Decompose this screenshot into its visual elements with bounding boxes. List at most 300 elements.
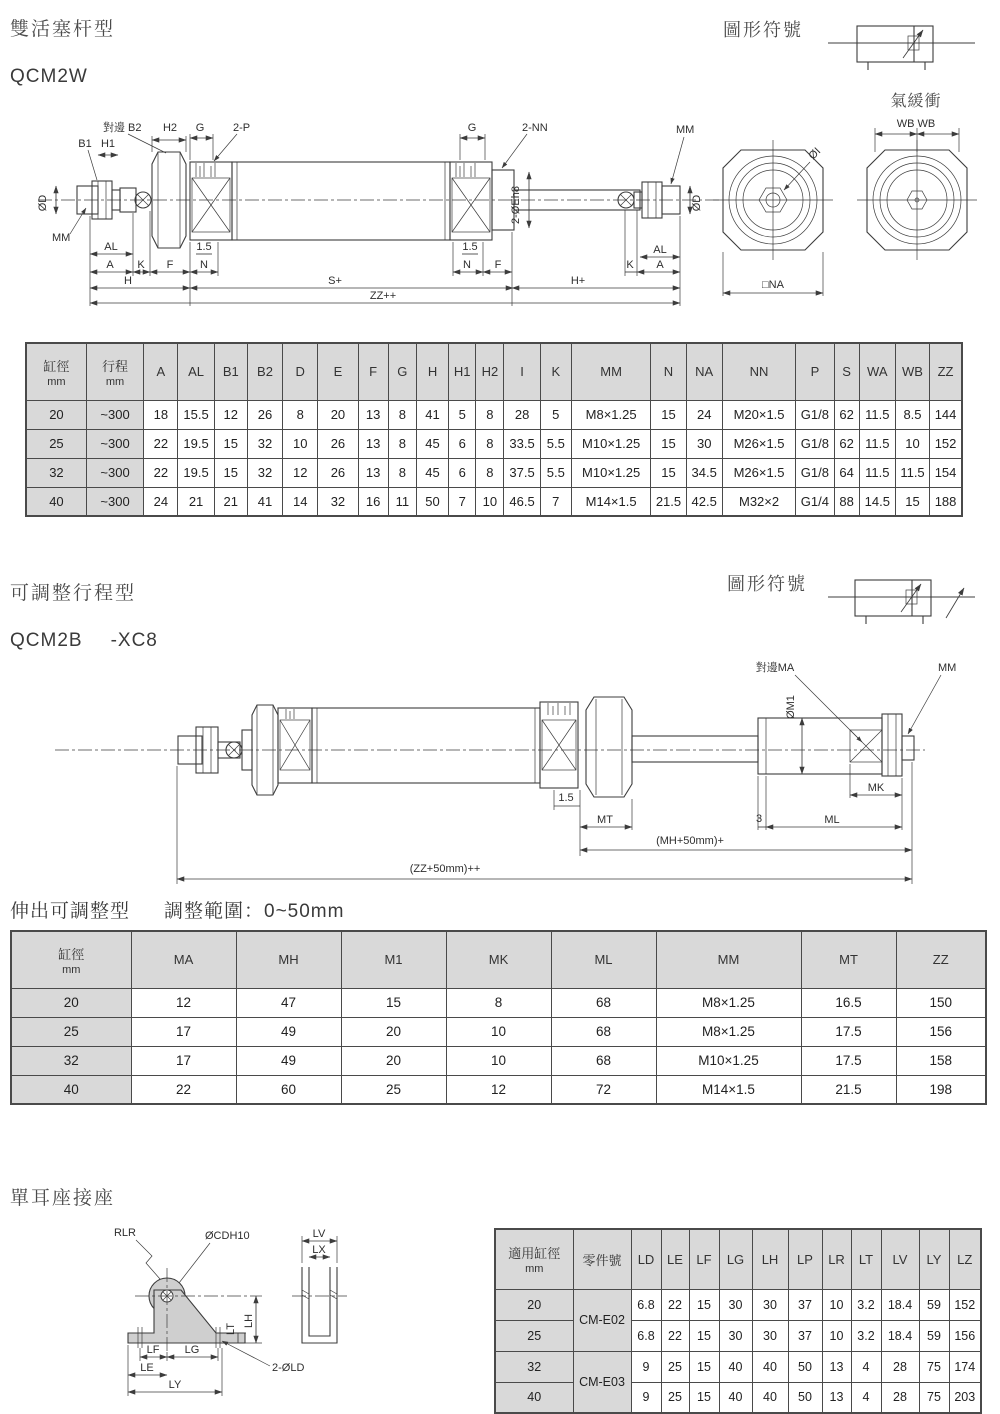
- table-cell: 12: [283, 458, 318, 487]
- qcm2b-dimensions: [177, 660, 956, 884]
- dim-label-mm2: MM: [938, 662, 957, 674]
- table-cell: 24: [144, 487, 178, 516]
- table-cell: 11.5: [859, 400, 895, 429]
- table-cell: 68: [551, 1017, 656, 1046]
- table-cell: 33.5: [504, 429, 540, 458]
- column-header: ZZ: [896, 931, 986, 988]
- section2-title: 可調整行程型: [10, 583, 137, 604]
- table-cell: 40: [719, 1382, 752, 1413]
- table-cell: M26×1.5: [722, 458, 795, 487]
- table-cell: 8: [446, 988, 551, 1017]
- table-cell: 50: [416, 487, 448, 516]
- table-cell: M8×1.25: [656, 988, 801, 1017]
- table-cell: 10: [822, 1289, 851, 1320]
- table-cell: 40: [719, 1351, 752, 1382]
- qcm2w-side-view: [38, 152, 720, 248]
- column-header: 缸徑 mm: [11, 931, 131, 988]
- section1-title: 雙活塞杆型: [10, 19, 116, 40]
- column-header: LH: [752, 1229, 788, 1289]
- dim-label-s: S+: [328, 275, 342, 287]
- column-header: MT: [801, 931, 896, 988]
- table-cell: 26: [318, 458, 358, 487]
- table-cell: 15: [651, 429, 686, 458]
- pneumatic-symbol-2: [828, 580, 975, 624]
- adjust-note-title: 伸出可調整型: [10, 901, 131, 922]
- table-cell: 10: [446, 1017, 551, 1046]
- column-header: 缸徑 mm: [26, 343, 86, 400]
- table-cell: 21.5: [801, 1075, 896, 1104]
- table-cell: G1/8: [796, 429, 834, 458]
- column-header: WA: [859, 343, 895, 400]
- table-cell: 45: [416, 458, 448, 487]
- dim-label-15-right: 1.5: [462, 241, 478, 253]
- table-cell: 8.5: [895, 400, 929, 429]
- pneumatic-symbol-1: [828, 26, 975, 70]
- dim-label-15-left: 1.5: [196, 241, 212, 253]
- table-cell: 15: [895, 487, 929, 516]
- table-cell: 32: [26, 458, 86, 487]
- table-cell: 88: [834, 487, 859, 516]
- table-cell: 32: [247, 429, 282, 458]
- ear-bracket-front-view: [114, 1227, 304, 1396]
- dim-label-mm-right: MM: [676, 124, 695, 136]
- table-cell: 15: [341, 988, 446, 1017]
- table-cell: 150: [896, 988, 986, 1017]
- dim-label-zz: ZZ++: [369, 290, 397, 302]
- table-row: [26, 429, 962, 458]
- table-cell: 30: [719, 1320, 752, 1351]
- table-cell: 21: [178, 487, 214, 516]
- dim-label-lg: LG: [184, 1344, 200, 1356]
- column-header: LG: [719, 1229, 752, 1289]
- dim-label-phi-i: ØI: [806, 145, 824, 163]
- dim-label-ml: ML: [824, 814, 840, 826]
- table-cell: 50: [788, 1351, 822, 1382]
- dim-label-wb: WB WB: [896, 118, 936, 130]
- table-cell: 5.5: [540, 429, 571, 458]
- table-cell: 17.5: [801, 1017, 896, 1046]
- table-cell: 41: [247, 487, 282, 516]
- table-cell: 13: [822, 1351, 851, 1382]
- table-cell: 156: [896, 1017, 986, 1046]
- table-cell: 158: [896, 1046, 986, 1075]
- table-row: [11, 1017, 986, 1046]
- table-cell: 62: [834, 429, 859, 458]
- dim-label-lf: LF: [146, 1344, 160, 1356]
- table-cell: 49: [236, 1046, 341, 1075]
- table-cell: 75: [919, 1382, 949, 1413]
- column-header: K: [540, 343, 571, 400]
- dim-label-g-left: G: [195, 122, 205, 134]
- table-cell: 8: [476, 400, 504, 429]
- table-cell: 22: [144, 458, 178, 487]
- table-cell: 6.8: [631, 1289, 661, 1320]
- table-cell: 28: [881, 1351, 919, 1382]
- table-cell: 8: [388, 429, 416, 458]
- table-cell: 24: [686, 400, 722, 429]
- table-cell: 20: [318, 400, 358, 429]
- table-cell: 15: [214, 429, 247, 458]
- table-row: [495, 1351, 981, 1382]
- column-header: AL: [178, 343, 214, 400]
- column-header: LV: [881, 1229, 919, 1289]
- dim-label-phid-right: ØD: [691, 194, 703, 212]
- table-cell: 12: [131, 988, 236, 1017]
- dim-label-duibian-b2: 對邊 B2: [103, 122, 142, 134]
- table-cell: 15: [689, 1289, 719, 1320]
- symbol-label-1: 圖形符號: [723, 20, 803, 40]
- table-cell: 64: [834, 458, 859, 487]
- table-cell: 20: [341, 1046, 446, 1075]
- table-cell: M26×1.5: [722, 429, 795, 458]
- table-cell: 17: [131, 1017, 236, 1046]
- dim-label-lt: LT: [225, 1322, 237, 1336]
- table-cell: 16: [358, 487, 388, 516]
- dim-label-n-right: N: [463, 259, 471, 271]
- table-cell: 49: [236, 1017, 341, 1046]
- table-cell: G1/8: [796, 400, 834, 429]
- table-cell: M14×1.5: [656, 1075, 801, 1104]
- dim-label-phid-left: ØD: [37, 194, 49, 212]
- table-cell: 11.5: [859, 458, 895, 487]
- table-cell: 22: [661, 1289, 689, 1320]
- table-cell: 20: [341, 1017, 446, 1046]
- table-cell: 34.5: [686, 458, 722, 487]
- column-header: NN: [722, 343, 795, 400]
- table-cell: M14×1.5: [571, 487, 651, 516]
- table-cell: 45: [416, 429, 448, 458]
- table-cell: 4: [851, 1382, 881, 1413]
- table-cell: 22: [131, 1075, 236, 1104]
- column-header: H1: [449, 343, 476, 400]
- table-cell: 7: [449, 487, 476, 516]
- table-cell: 15: [689, 1351, 719, 1382]
- dim-label-f-left: F: [166, 259, 174, 271]
- table-cell: ~300: [86, 458, 143, 487]
- table-cell: 9: [631, 1382, 661, 1413]
- table-row: [11, 988, 986, 1017]
- ear-bracket-side-view: [292, 1228, 347, 1343]
- column-header: ML: [551, 931, 656, 988]
- dim-label-al-left: AL: [104, 241, 118, 253]
- table-cell: 15: [214, 458, 247, 487]
- table-cell: 72: [551, 1075, 656, 1104]
- table-cell: 8: [476, 458, 504, 487]
- table-cell: 8: [476, 429, 504, 458]
- table-cell: 5: [449, 400, 476, 429]
- column-header: LF: [689, 1229, 719, 1289]
- dim-label-15-d2: 1.5: [558, 792, 574, 804]
- table-cell: 6.8: [631, 1320, 661, 1351]
- air-cushion-label: 氣緩衝: [890, 93, 942, 110]
- column-header: B2: [247, 343, 282, 400]
- table-cell: 17.5: [801, 1046, 896, 1075]
- table-cell: M10×1.25: [571, 429, 651, 458]
- dim-label-lx: LX: [312, 1244, 326, 1256]
- table-cell: 6: [449, 458, 476, 487]
- table-cell: 37: [788, 1289, 822, 1320]
- table-cell: 8: [388, 458, 416, 487]
- table-cell: 152: [930, 429, 962, 458]
- table-cell: 25: [341, 1075, 446, 1104]
- table-cell: 68: [551, 988, 656, 1017]
- column-header: F: [358, 343, 388, 400]
- table-cell: 26: [318, 429, 358, 458]
- column-header: B1: [214, 343, 247, 400]
- table-cell: 25: [661, 1382, 689, 1413]
- table-cell: 30: [752, 1289, 788, 1320]
- table-cell: 20: [26, 400, 86, 429]
- dim-label-duibian-ma: 對邊MA: [755, 662, 795, 674]
- table-cell: M20×1.5: [722, 400, 795, 429]
- table-cell: 7: [540, 487, 571, 516]
- section3-title: 單耳座接座: [10, 1188, 116, 1209]
- table-cell: M10×1.25: [571, 458, 651, 487]
- column-header: 零件號: [573, 1229, 631, 1289]
- dim-label-2nn: 2-NN: [522, 122, 548, 134]
- symbol-label-2: 圖形符號: [727, 574, 807, 594]
- dim-label-lh: LH: [243, 1313, 255, 1329]
- dim-label-h1: H1: [100, 138, 116, 150]
- column-header: ZZ: [930, 343, 962, 400]
- table-cell: 15: [689, 1320, 719, 1351]
- table-cell: 156: [949, 1320, 981, 1351]
- dim-label-3: 3: [755, 813, 763, 825]
- table-cell: 203: [949, 1382, 981, 1413]
- dim-label-mk: MK: [867, 782, 885, 794]
- column-header: E: [318, 343, 358, 400]
- column-header: N: [651, 343, 686, 400]
- table-cell: 40: [26, 487, 86, 516]
- qcm2w-end-view-standard: [713, 140, 833, 296]
- dim-label-cdh10: ØCDH10: [205, 1230, 250, 1242]
- column-header: LR: [822, 1229, 851, 1289]
- table-cell: 10: [822, 1320, 851, 1351]
- dim-label-a-right: A: [656, 259, 664, 271]
- dim-label-eh8: 2-ØEh8: [510, 186, 522, 224]
- column-header: LD: [631, 1229, 661, 1289]
- table-cell: 50: [788, 1382, 822, 1413]
- column-header: 行程 mm: [86, 343, 143, 400]
- table-row: [11, 1075, 986, 1104]
- table-cell: 3.2: [851, 1320, 881, 1351]
- table-cell: 11: [388, 487, 416, 516]
- column-header: D: [283, 343, 318, 400]
- table-cell: ~300: [86, 429, 143, 458]
- dim-label-k-left: K: [137, 259, 145, 271]
- qcm2w-dimensions: [37, 120, 703, 306]
- table-cell: 10: [446, 1046, 551, 1075]
- column-header: MK: [446, 931, 551, 988]
- table-cell: 41: [416, 400, 448, 429]
- table-cell: 144: [930, 400, 962, 429]
- table-cell: 59: [919, 1289, 949, 1320]
- table-cell: 16.5: [801, 988, 896, 1017]
- table-cell: 59: [919, 1320, 949, 1351]
- column-header: LZ: [949, 1229, 981, 1289]
- table-cell: 75: [919, 1351, 949, 1382]
- dimension-table-qcm2w: [25, 342, 963, 517]
- table-cell: M10×1.25: [656, 1046, 801, 1075]
- table-cell: 47: [236, 988, 341, 1017]
- dim-label-ly: LY: [168, 1379, 182, 1391]
- table-cell: 13: [358, 429, 388, 458]
- column-header: I: [504, 343, 540, 400]
- dim-label-zz50: (ZZ+50mm)++: [409, 863, 481, 875]
- table-row: [495, 1289, 981, 1320]
- dim-label-na: □NA: [762, 279, 784, 291]
- column-header: G: [388, 343, 416, 400]
- table-cell: 18.4: [881, 1289, 919, 1320]
- table-cell: 5: [540, 400, 571, 429]
- table-cell: 32: [495, 1351, 573, 1382]
- table-cell: 3.2: [851, 1289, 881, 1320]
- table-cell: 40: [495, 1382, 573, 1413]
- table-cell: 11.5: [859, 429, 895, 458]
- dim-label-h: H: [124, 275, 132, 287]
- column-header: MH: [236, 931, 341, 988]
- qcm2w-end-view-cushion: [857, 140, 977, 260]
- column-header: P: [796, 343, 834, 400]
- table-cell: 14: [283, 487, 318, 516]
- table-cell: 46.5: [504, 487, 540, 516]
- table-cell: M32×2: [722, 487, 795, 516]
- column-header: MM: [656, 931, 801, 988]
- table-cell: 32: [247, 458, 282, 487]
- table-cell: 152: [949, 1289, 981, 1320]
- table-cell: 26: [247, 400, 282, 429]
- column-header: MM: [571, 343, 651, 400]
- table-cell: 198: [896, 1075, 986, 1104]
- table-cell: 15.5: [178, 400, 214, 429]
- table-cell: 40: [11, 1075, 131, 1104]
- table-cell: 28: [881, 1382, 919, 1413]
- table-cell: 30: [752, 1320, 788, 1351]
- table-cell: ~300: [86, 487, 143, 516]
- table-cell: 40: [752, 1351, 788, 1382]
- table-cell: G1/4: [796, 487, 834, 516]
- table-row: [495, 1320, 981, 1351]
- table-cell: 60: [236, 1075, 341, 1104]
- column-header: M1: [341, 931, 446, 988]
- dim-label-a-left: A: [106, 259, 114, 271]
- table-row: [26, 400, 962, 429]
- table-cell: 12: [214, 400, 247, 429]
- column-header: 適用缸徑 mm: [495, 1229, 573, 1289]
- table-cell: 25: [495, 1320, 573, 1351]
- dim-label-mt: MT: [597, 814, 613, 826]
- dim-label-rlr: RLR: [113, 1227, 137, 1239]
- dim-label-phi-m1: ØM1: [785, 695, 797, 719]
- table-cell: 5.5: [540, 458, 571, 487]
- table-cell: 25: [11, 1017, 131, 1046]
- table-cell: 68: [551, 1046, 656, 1075]
- table-cell: 12: [446, 1075, 551, 1104]
- table-row: [495, 1382, 981, 1413]
- table-cell: G1/8: [796, 458, 834, 487]
- table-cell: 21: [214, 487, 247, 516]
- column-header: MA: [131, 931, 236, 988]
- table-cell: 14.5: [859, 487, 895, 516]
- table-cell: 4: [851, 1351, 881, 1382]
- table-cell: 62: [834, 400, 859, 429]
- dim-label-n-left: N: [200, 259, 208, 271]
- table-cell: M8×1.25: [656, 1017, 801, 1046]
- table-cell: 8: [388, 400, 416, 429]
- dim-label-k-right: K: [626, 259, 634, 271]
- column-header: LE: [661, 1229, 689, 1289]
- table-cell: 13: [358, 400, 388, 429]
- table-cell: 30: [719, 1289, 752, 1320]
- section2-model-variant: -XC8: [110, 630, 158, 651]
- table-cell: 30: [686, 429, 722, 458]
- part-number-cell: CM-E03: [573, 1351, 631, 1413]
- table-cell: 18: [144, 400, 178, 429]
- table-cell: 18.4: [881, 1320, 919, 1351]
- table-cell: 15: [689, 1382, 719, 1413]
- dim-label-al-right: AL: [653, 244, 667, 256]
- table-cell: 32: [11, 1046, 131, 1075]
- part-number-cell: CM-E02: [573, 1289, 631, 1351]
- table-cell: 188: [930, 487, 962, 516]
- table-cell: 15: [651, 458, 686, 487]
- table-cell: 21.5: [651, 487, 686, 516]
- table-cell: 13: [358, 458, 388, 487]
- table-cell: 20: [11, 988, 131, 1017]
- table-row: [26, 458, 962, 487]
- table-cell: ~300: [86, 400, 143, 429]
- dim-label-mm-left: MM: [52, 232, 71, 244]
- table-cell: 42.5: [686, 487, 722, 516]
- table-cell: 17: [131, 1046, 236, 1075]
- section2-model-code: QCM2B: [10, 630, 83, 651]
- column-header: LY: [919, 1229, 949, 1289]
- dim-label-mh50: (MH+50mm)+: [656, 835, 724, 847]
- table-cell: M8×1.25: [571, 400, 651, 429]
- dim-label-le: LE: [140, 1362, 154, 1374]
- table-cell: 28: [504, 400, 540, 429]
- table-cell: 174: [949, 1351, 981, 1382]
- dim-label-f-right: F: [494, 259, 502, 271]
- dim-label-2p: 2-P: [233, 122, 251, 134]
- column-header: LT: [851, 1229, 881, 1289]
- table-cell: 19.5: [178, 458, 214, 487]
- table-cell: 15: [651, 400, 686, 429]
- table-cell: 10: [283, 429, 318, 458]
- table-cell: 8: [283, 400, 318, 429]
- table-cell: 19.5: [178, 429, 214, 458]
- section1-model: QCM2W: [10, 66, 88, 87]
- dim-label-2ld: 2-ØLD: [272, 1362, 305, 1374]
- table-cell: 11.5: [895, 458, 929, 487]
- table-row: [11, 1046, 986, 1075]
- table-cell: 154: [930, 458, 962, 487]
- dimension-table-qcm2b-xc8: [10, 930, 987, 1105]
- table-cell: 25: [26, 429, 86, 458]
- table-cell: 40: [752, 1382, 788, 1413]
- dim-label-hplus: H+: [570, 275, 586, 287]
- table-row: [26, 487, 962, 516]
- table-cell: 22: [661, 1320, 689, 1351]
- table-cell: 25: [661, 1351, 689, 1382]
- table-cell: 32: [318, 487, 358, 516]
- column-header: A: [144, 343, 178, 400]
- table-cell: 6: [449, 429, 476, 458]
- table-cell: 9: [631, 1351, 661, 1382]
- column-header: H: [416, 343, 448, 400]
- column-header: LP: [788, 1229, 822, 1289]
- table-cell: 22: [144, 429, 178, 458]
